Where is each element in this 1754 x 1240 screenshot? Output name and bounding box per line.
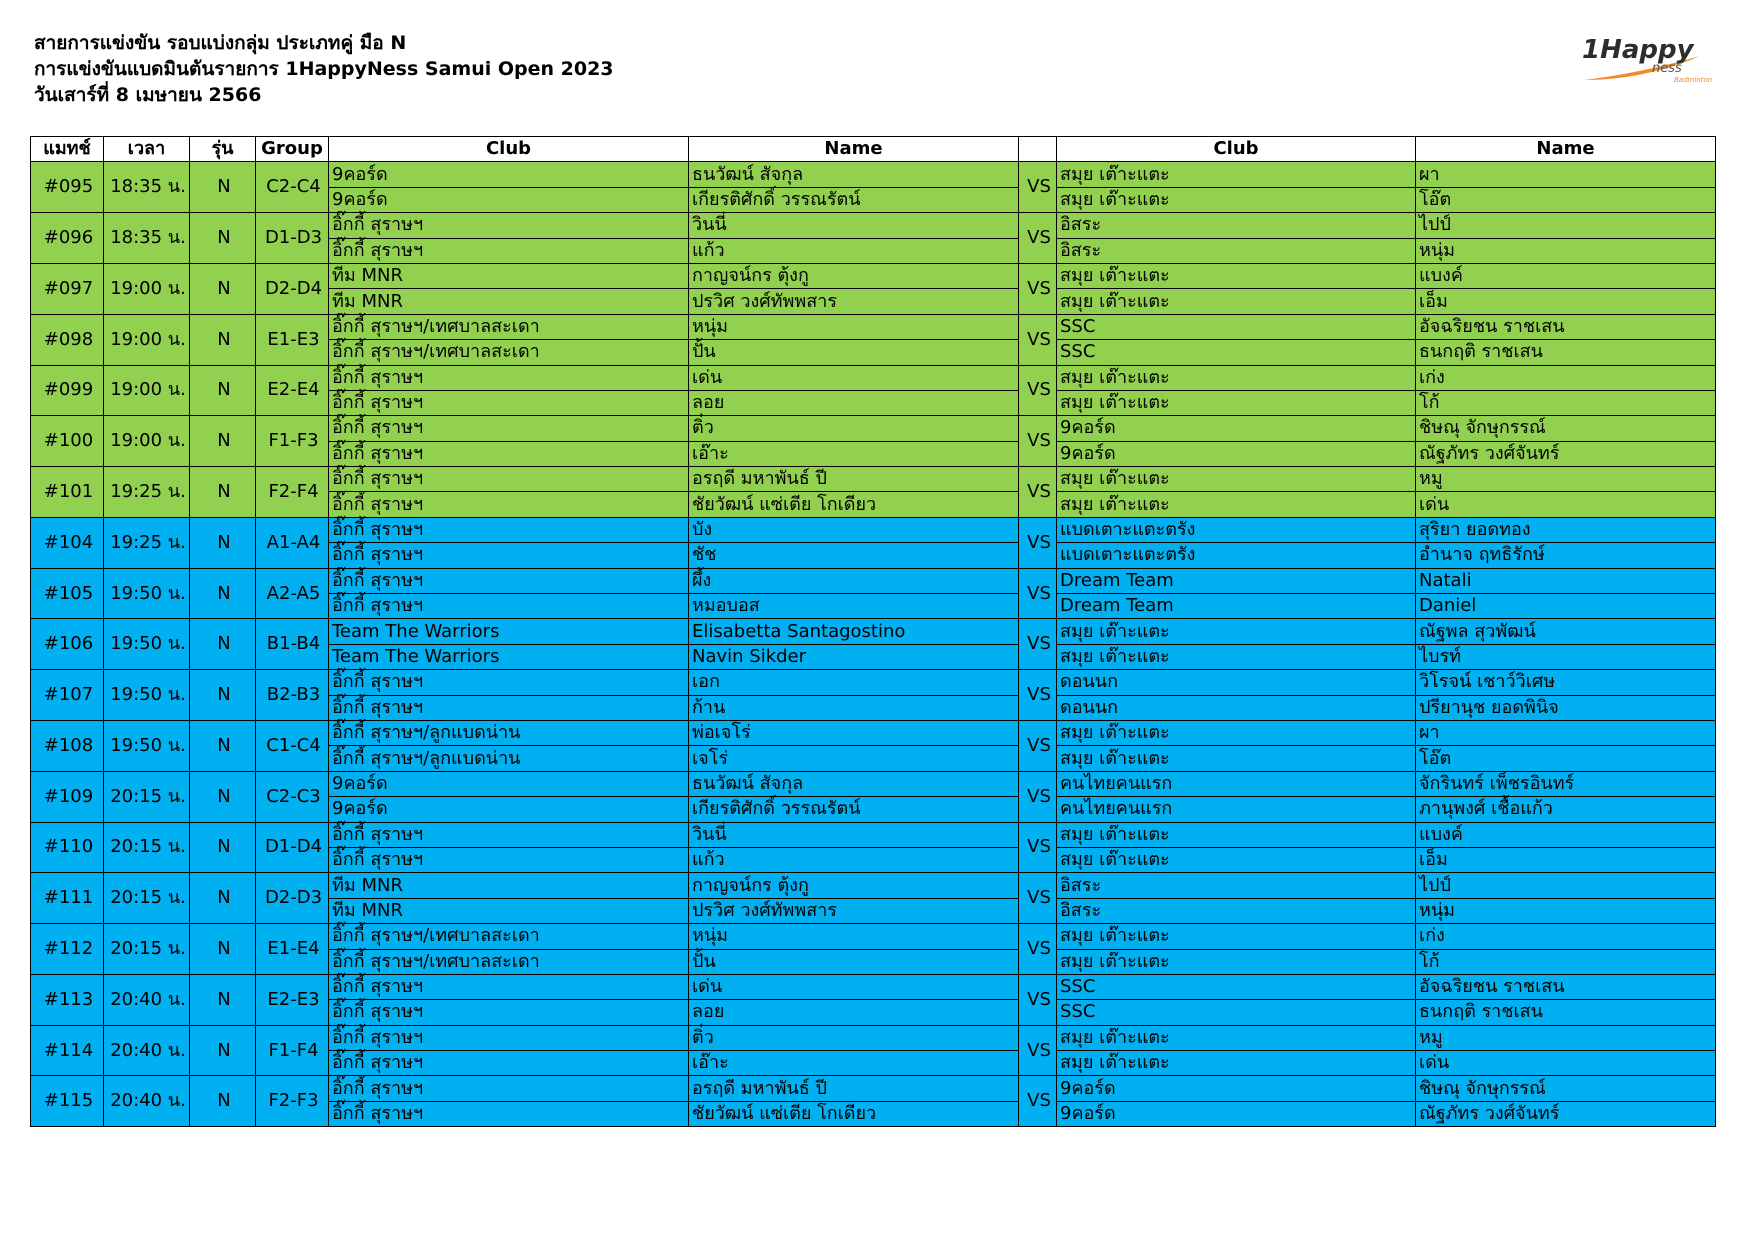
match-class: N — [190, 1025, 256, 1076]
match-class: N — [190, 314, 256, 365]
right-club: แบดเตาะแตะตรัง — [1057, 517, 1416, 542]
vs-label: VS — [1019, 517, 1057, 568]
left-name: เอ๊าะ — [689, 441, 1019, 466]
left-name: วินนี่ — [689, 213, 1019, 238]
left-name: ติ๋ว — [689, 416, 1019, 441]
right-name: สุริยา ยอดทอง — [1416, 517, 1716, 542]
vs-label: VS — [1019, 924, 1057, 975]
left-club: อิ๊กกี้ สุราษฯ — [329, 441, 689, 466]
right-club: อิสระ — [1057, 238, 1416, 263]
left-name: Elisabetta Santagostino — [689, 619, 1019, 644]
table-row — [31, 1025, 1716, 1050]
left-name: พ่อเจโร่ — [689, 720, 1019, 745]
table-row — [31, 365, 1716, 390]
left-club: อิ๊กกี้ สุราษฯ — [329, 1051, 689, 1076]
left-name: ลอย — [689, 1000, 1019, 1025]
right-club: สมุย เต๊าะแตะ — [1057, 847, 1416, 872]
left-name: เจโร่ — [689, 746, 1019, 771]
table-body — [31, 162, 1716, 1127]
table-row — [31, 314, 1716, 339]
left-club: อิ๊กกี้ สุราษฯ — [329, 594, 689, 619]
vs-label: VS — [1019, 873, 1057, 924]
match-time: 19:00 น. — [104, 263, 190, 314]
left-name: ลอย — [689, 390, 1019, 415]
title-line-3: วันเสาร์ที่ 8 เมษายน 2566 — [34, 84, 262, 106]
left-name: อรฤดี มหาพันธ์ ปี — [689, 1076, 1019, 1101]
table-row — [31, 924, 1716, 949]
match-class: N — [190, 619, 256, 670]
table-row — [31, 974, 1716, 999]
right-club: อิสระ — [1057, 873, 1416, 898]
right-name: หมู — [1416, 1025, 1716, 1050]
right-name: โก้ — [1416, 949, 1716, 974]
match-time: 19:50 น. — [104, 568, 190, 619]
right-name: โก้ — [1416, 390, 1716, 415]
right-name: ณัฐพล สุวพัฒน์ — [1416, 619, 1716, 644]
match-id: #105 — [31, 568, 104, 619]
match-time: 19:50 น. — [104, 670, 190, 721]
match-group: E2-E3 — [256, 974, 329, 1025]
right-name: ไปป์ — [1416, 873, 1716, 898]
table-row — [31, 720, 1716, 745]
right-name: หนุ่ม — [1416, 898, 1716, 923]
match-id: #109 — [31, 771, 104, 822]
match-class: N — [190, 263, 256, 314]
match-id: #114 — [31, 1025, 104, 1076]
right-club: Dream Team — [1057, 568, 1416, 593]
table-row — [31, 873, 1716, 898]
table-row — [31, 162, 1716, 187]
left-club: Team The Warriors — [329, 644, 689, 669]
left-name: ปรวิศ วงศ์ทัพพสาร — [689, 898, 1019, 923]
left-name: เกียรติศักดิ์ วรรณรัตน์ — [689, 187, 1019, 212]
right-name: ไบรท์ — [1416, 644, 1716, 669]
left-name: ธนวัฒน์ สัจกุล — [689, 771, 1019, 796]
left-name: กาญจน์กร ตุ้งกู — [689, 263, 1019, 288]
match-group: B1-B4 — [256, 619, 329, 670]
left-club: อิ๊กกี้ สุราษฯ — [329, 543, 689, 568]
vs-label: VS — [1019, 365, 1057, 416]
right-name: วิโรจน์ เชาว์วิเศษ — [1416, 670, 1716, 695]
left-club: อิ๊กกี้ สุราษฯ — [329, 517, 689, 542]
match-schedule-table — [30, 136, 1716, 1127]
table-row — [31, 416, 1716, 441]
table-row — [31, 213, 1716, 238]
match-class: N — [190, 974, 256, 1025]
title-line-1: สายการแข่งขัน รอบแบ่งกลุ่ม ประเภทคู่ มือ N — [34, 32, 407, 54]
table-row — [31, 467, 1716, 492]
match-id: #115 — [31, 1076, 104, 1127]
left-club: อิ๊กกี้ สุราษฯ/เทศบาลสะเดา — [329, 340, 689, 365]
match-class: N — [190, 720, 256, 771]
right-name: ธนกฤติ ราชเสน — [1416, 340, 1716, 365]
right-club: SSC — [1057, 974, 1416, 999]
header-club-left: Club — [329, 137, 689, 162]
left-club: ทีม MNR — [329, 289, 689, 314]
left-name: เอก — [689, 670, 1019, 695]
match-id: #110 — [31, 822, 104, 873]
right-name: ณัฐภัทร วงศ์จันทร์ — [1416, 1101, 1716, 1126]
right-name: หนุ่ม — [1416, 238, 1716, 263]
match-class: N — [190, 467, 256, 518]
left-club: อิ๊กกี้ สุราษฯ — [329, 1000, 689, 1025]
right-name: โอ๊ต — [1416, 187, 1716, 212]
header-class: รุ่น — [190, 137, 256, 162]
vs-label: VS — [1019, 619, 1057, 670]
match-class: N — [190, 924, 256, 975]
match-time: 20:40 น. — [104, 974, 190, 1025]
right-club: สมุย เต๊าะแตะ — [1057, 720, 1416, 745]
match-id: #101 — [31, 467, 104, 518]
right-club: อิสระ — [1057, 898, 1416, 923]
match-group: F1-F3 — [256, 416, 329, 467]
left-name: หนุ่ม — [689, 314, 1019, 339]
table-row — [31, 771, 1716, 796]
match-time: 20:15 น. — [104, 771, 190, 822]
left-name: ปั้น — [689, 949, 1019, 974]
match-time: 20:40 น. — [104, 1025, 190, 1076]
left-name: เกียรติศักดิ์ วรรณรัตน์ — [689, 797, 1019, 822]
table-row — [31, 517, 1716, 542]
header-club-right: Club — [1057, 137, 1416, 162]
left-club: อิ๊กกี้ สุราษฯ — [329, 568, 689, 593]
left-name: แก้ว — [689, 238, 1019, 263]
right-club: ดอนนก — [1057, 695, 1416, 720]
match-id: #099 — [31, 365, 104, 416]
table-row — [31, 670, 1716, 695]
left-club: ทีม MNR — [329, 873, 689, 898]
left-club: อิ๊กกี้ สุราษฯ/เทศบาลสะเดา — [329, 924, 689, 949]
left-club: อิ๊กกี้ สุราษฯ — [329, 695, 689, 720]
right-name: เด่น — [1416, 492, 1716, 517]
left-club: อิ๊กกี้ สุราษฯ — [329, 1101, 689, 1126]
right-club: สมุย เต๊าะแตะ — [1057, 467, 1416, 492]
left-name: กาญจน์กร ตุ้งกู — [689, 873, 1019, 898]
right-name: ภานุพงศ์ เชื้อแก้ว — [1416, 797, 1716, 822]
left-name: ผึ้ง — [689, 568, 1019, 593]
vs-label: VS — [1019, 568, 1057, 619]
right-club: สมุย เต๊าะแตะ — [1057, 949, 1416, 974]
match-id: #098 — [31, 314, 104, 365]
left-club: อิ๊กกี้ สุราษฯ — [329, 492, 689, 517]
right-club: 9คอร์ด — [1057, 441, 1416, 466]
left-name: ชัช — [689, 543, 1019, 568]
left-name: วินนี่ — [689, 822, 1019, 847]
left-club: อิ๊กกี้ สุราษฯ/ลูกแบดน่าน — [329, 746, 689, 771]
match-time: 20:15 น. — [104, 873, 190, 924]
right-club: SSC — [1057, 314, 1416, 339]
match-group: D2-D3 — [256, 873, 329, 924]
match-id: #108 — [31, 720, 104, 771]
right-club: สมุย เต๊าะแตะ — [1057, 924, 1416, 949]
right-club: สมุย เต๊าะแตะ — [1057, 822, 1416, 847]
match-class: N — [190, 822, 256, 873]
right-club: สมุย เต๊าะแตะ — [1057, 1025, 1416, 1050]
match-class: N — [190, 568, 256, 619]
left-name: Navin Sikder — [689, 644, 1019, 669]
match-group: B2-B3 — [256, 670, 329, 721]
match-time: 19:00 น. — [104, 365, 190, 416]
vs-label: VS — [1019, 416, 1057, 467]
right-club: คนไทยคนแรก — [1057, 797, 1416, 822]
right-club: สมุย เต๊าะแตะ — [1057, 365, 1416, 390]
vs-label: VS — [1019, 822, 1057, 873]
right-name: ปรียานุช ยอดพินิจ — [1416, 695, 1716, 720]
right-club: สมุย เต๊าะแตะ — [1057, 187, 1416, 212]
match-group: C2-C3 — [256, 771, 329, 822]
right-name: อำนาจ ฤทธิรักษ์ — [1416, 543, 1716, 568]
match-time: 20:15 น. — [104, 822, 190, 873]
right-name: ณัฐภัทร วงศ์จันทร์ — [1416, 441, 1716, 466]
left-club: อิ๊กกี้ สุราษฯ — [329, 238, 689, 263]
right-name: เก่ง — [1416, 924, 1716, 949]
header-match: แมทช์ — [31, 137, 104, 162]
header-name-left: Name — [689, 137, 1019, 162]
right-name: หมู — [1416, 467, 1716, 492]
match-class: N — [190, 771, 256, 822]
match-time: 18:35 น. — [104, 213, 190, 264]
right-club: สมุย เต๊าะแตะ — [1057, 162, 1416, 187]
right-name: เอ็ม — [1416, 289, 1716, 314]
left-name: บัง — [689, 517, 1019, 542]
match-class: N — [190, 416, 256, 467]
match-id: #100 — [31, 416, 104, 467]
left-name: ชัยวัฒน์ แซ่เตีย โกเดียว — [689, 492, 1019, 517]
right-club: อิสระ — [1057, 213, 1416, 238]
match-class: N — [190, 213, 256, 264]
table-header-row — [31, 137, 1716, 162]
title-line-2: การแข่งขันแบดมินตันรายการ 1HappyNess Samui Open 2023 — [34, 58, 614, 80]
right-club: ดอนนก — [1057, 670, 1416, 695]
right-club: Dream Team — [1057, 594, 1416, 619]
left-name: แก้ว — [689, 847, 1019, 872]
logo-sub: ness — [1652, 61, 1682, 76]
match-class: N — [190, 873, 256, 924]
left-club: อิ๊กกี้ สุราษฯ — [329, 213, 689, 238]
right-club: สมุย เต๊าะแตะ — [1057, 746, 1416, 771]
left-club: 9คอร์ด — [329, 162, 689, 187]
right-club: SSC — [1057, 1000, 1416, 1025]
right-club: สมุย เต๊าะแตะ — [1057, 263, 1416, 288]
match-id: #104 — [31, 517, 104, 568]
right-name: Natali — [1416, 568, 1716, 593]
vs-label: VS — [1019, 974, 1057, 1025]
left-club: 9คอร์ด — [329, 187, 689, 212]
vs-label: VS — [1019, 771, 1057, 822]
match-group: C2-C4 — [256, 162, 329, 213]
left-name: เด่น — [689, 974, 1019, 999]
left-name: หมอบอส — [689, 594, 1019, 619]
left-name: หนุ่ม — [689, 924, 1019, 949]
happyness-logo — [1578, 28, 1713, 84]
right-name: อัจฉริยชน ราชเสน — [1416, 314, 1716, 339]
match-id: #111 — [31, 873, 104, 924]
match-id: #113 — [31, 974, 104, 1025]
match-time: 20:40 น. — [104, 1076, 190, 1127]
right-name: เด่น — [1416, 1051, 1716, 1076]
table-row — [31, 568, 1716, 593]
left-club: ทีม MNR — [329, 263, 689, 288]
right-club: สมุย เต๊าะแตะ — [1057, 492, 1416, 517]
right-club: สมุย เต๊าะแตะ — [1057, 390, 1416, 415]
left-club: อิ๊กกี้ สุราษฯ — [329, 974, 689, 999]
match-time: 20:15 น. — [104, 924, 190, 975]
right-club: SSC — [1057, 340, 1416, 365]
left-club: อิ๊กกี้ สุราษฯ/เทศบาลสะเดา — [329, 314, 689, 339]
match-group: F2-F4 — [256, 467, 329, 518]
right-name: ผา — [1416, 162, 1716, 187]
left-name: อรฤดี มหาพันธ์ ปี — [689, 467, 1019, 492]
logo-wordmark: 1Happy — [1582, 35, 1694, 65]
left-name: ปั้น — [689, 340, 1019, 365]
right-name: แบงค์ — [1416, 263, 1716, 288]
right-club: 9คอร์ด — [1057, 1101, 1416, 1126]
left-club: อิ๊กกี้ สุราษฯ — [329, 416, 689, 441]
right-name: อัจฉริยชน ราชเสน — [1416, 974, 1716, 999]
match-id: #112 — [31, 924, 104, 975]
right-name: โอ๊ต — [1416, 746, 1716, 771]
match-id: #095 — [31, 162, 104, 213]
match-group: F1-F4 — [256, 1025, 329, 1076]
left-name: เอ๊าะ — [689, 1051, 1019, 1076]
right-club: 9คอร์ด — [1057, 416, 1416, 441]
left-club: อิ๊กกี้ สุราษฯ — [329, 390, 689, 415]
match-class: N — [190, 365, 256, 416]
logo-tagline: Badminton — [1674, 76, 1713, 84]
match-group: A1-A4 — [256, 517, 329, 568]
match-group: D1-D4 — [256, 822, 329, 873]
right-name: ผา — [1416, 720, 1716, 745]
right-name: เอ็ม — [1416, 847, 1716, 872]
vs-label: VS — [1019, 314, 1057, 365]
right-name: จักรินทร์ เพ็ชรอินทร์ — [1416, 771, 1716, 796]
vs-label: VS — [1019, 1076, 1057, 1127]
match-time: 19:50 น. — [104, 720, 190, 771]
vs-label: VS — [1019, 467, 1057, 518]
right-club: แบดเตาะแตะตรัง — [1057, 543, 1416, 568]
match-id: #107 — [31, 670, 104, 721]
table-row — [31, 263, 1716, 288]
match-group: D1-D3 — [256, 213, 329, 264]
right-club: สมุย เต๊าะแตะ — [1057, 644, 1416, 669]
left-name: เด่น — [689, 365, 1019, 390]
header-time: เวลา — [104, 137, 190, 162]
right-name: ธนกฤติ ราชเสน — [1416, 1000, 1716, 1025]
left-name: ธนวัฒน์ สัจกุล — [689, 162, 1019, 187]
right-name: ชิษณุ จักษุกรรณ์ — [1416, 416, 1716, 441]
vs-label: VS — [1019, 1025, 1057, 1076]
match-id: #097 — [31, 263, 104, 314]
left-name: ชัยวัฒน์ แซ่เตีย โกเดียว — [689, 1101, 1019, 1126]
match-time: 19:00 น. — [104, 416, 190, 467]
right-club: 9คอร์ด — [1057, 1076, 1416, 1101]
match-group: E2-E4 — [256, 365, 329, 416]
header-name-right: Name — [1416, 137, 1716, 162]
match-group: F2-F3 — [256, 1076, 329, 1127]
left-club: 9คอร์ด — [329, 797, 689, 822]
table-row — [31, 1076, 1716, 1101]
match-class: N — [190, 1076, 256, 1127]
match-id: #106 — [31, 619, 104, 670]
vs-label: VS — [1019, 720, 1057, 771]
right-name: Daniel — [1416, 594, 1716, 619]
left-club: อิ๊กกี้ สุราษฯ/เทศบาลสะเดา — [329, 949, 689, 974]
vs-label: VS — [1019, 162, 1057, 213]
match-class: N — [190, 162, 256, 213]
right-club: สมุย เต๊าะแตะ — [1057, 619, 1416, 644]
right-name: เก่ง — [1416, 365, 1716, 390]
right-name: ไปป์ — [1416, 213, 1716, 238]
match-group: C1-C4 — [256, 720, 329, 771]
header-group: Group — [256, 137, 329, 162]
left-name: ติ๋ว — [689, 1025, 1019, 1050]
right-club: สมุย เต๊าะแตะ — [1057, 1051, 1416, 1076]
vs-label: VS — [1019, 670, 1057, 721]
header-vs — [1019, 137, 1057, 162]
left-club: อิ๊กกี้ สุราษฯ — [329, 1076, 689, 1101]
right-name: ชิษณุ จักษุกรรณ์ — [1416, 1076, 1716, 1101]
match-group: E1-E3 — [256, 314, 329, 365]
table-row — [31, 619, 1716, 644]
match-group: A2-A5 — [256, 568, 329, 619]
table-row — [31, 822, 1716, 847]
match-time: 18:35 น. — [104, 162, 190, 213]
left-club: 9คอร์ด — [329, 771, 689, 796]
right-club: สมุย เต๊าะแตะ — [1057, 289, 1416, 314]
match-id: #096 — [31, 213, 104, 264]
left-club: อิ๊กกี้ สุราษฯ — [329, 670, 689, 695]
left-club: Team The Warriors — [329, 619, 689, 644]
match-class: N — [190, 670, 256, 721]
match-time: 19:00 น. — [104, 314, 190, 365]
left-club: อิ๊กกี้ สุราษฯ — [329, 467, 689, 492]
left-club: อิ๊กกี้ สุราษฯ — [329, 822, 689, 847]
left-club: อิ๊กกี้ สุราษฯ — [329, 847, 689, 872]
match-time: 19:25 น. — [104, 517, 190, 568]
match-time: 19:25 น. — [104, 467, 190, 518]
document-header — [34, 30, 614, 108]
left-name: ก้าน — [689, 695, 1019, 720]
match-group: D2-D4 — [256, 263, 329, 314]
right-club: คนไทยคนแรก — [1057, 771, 1416, 796]
match-time: 19:50 น. — [104, 619, 190, 670]
left-club: อิ๊กกี้ สุราษฯ/ลูกแบดน่าน — [329, 720, 689, 745]
vs-label: VS — [1019, 263, 1057, 314]
match-group: E1-E4 — [256, 924, 329, 975]
left-club: อิ๊กกี้ สุราษฯ — [329, 365, 689, 390]
match-class: N — [190, 517, 256, 568]
vs-label: VS — [1019, 213, 1057, 264]
left-club: ทีม MNR — [329, 898, 689, 923]
right-name: แบงค์ — [1416, 822, 1716, 847]
left-club: อิ๊กกี้ สุราษฯ — [329, 1025, 689, 1050]
left-name: ปรวิศ วงศ์ทัพพสาร — [689, 289, 1019, 314]
